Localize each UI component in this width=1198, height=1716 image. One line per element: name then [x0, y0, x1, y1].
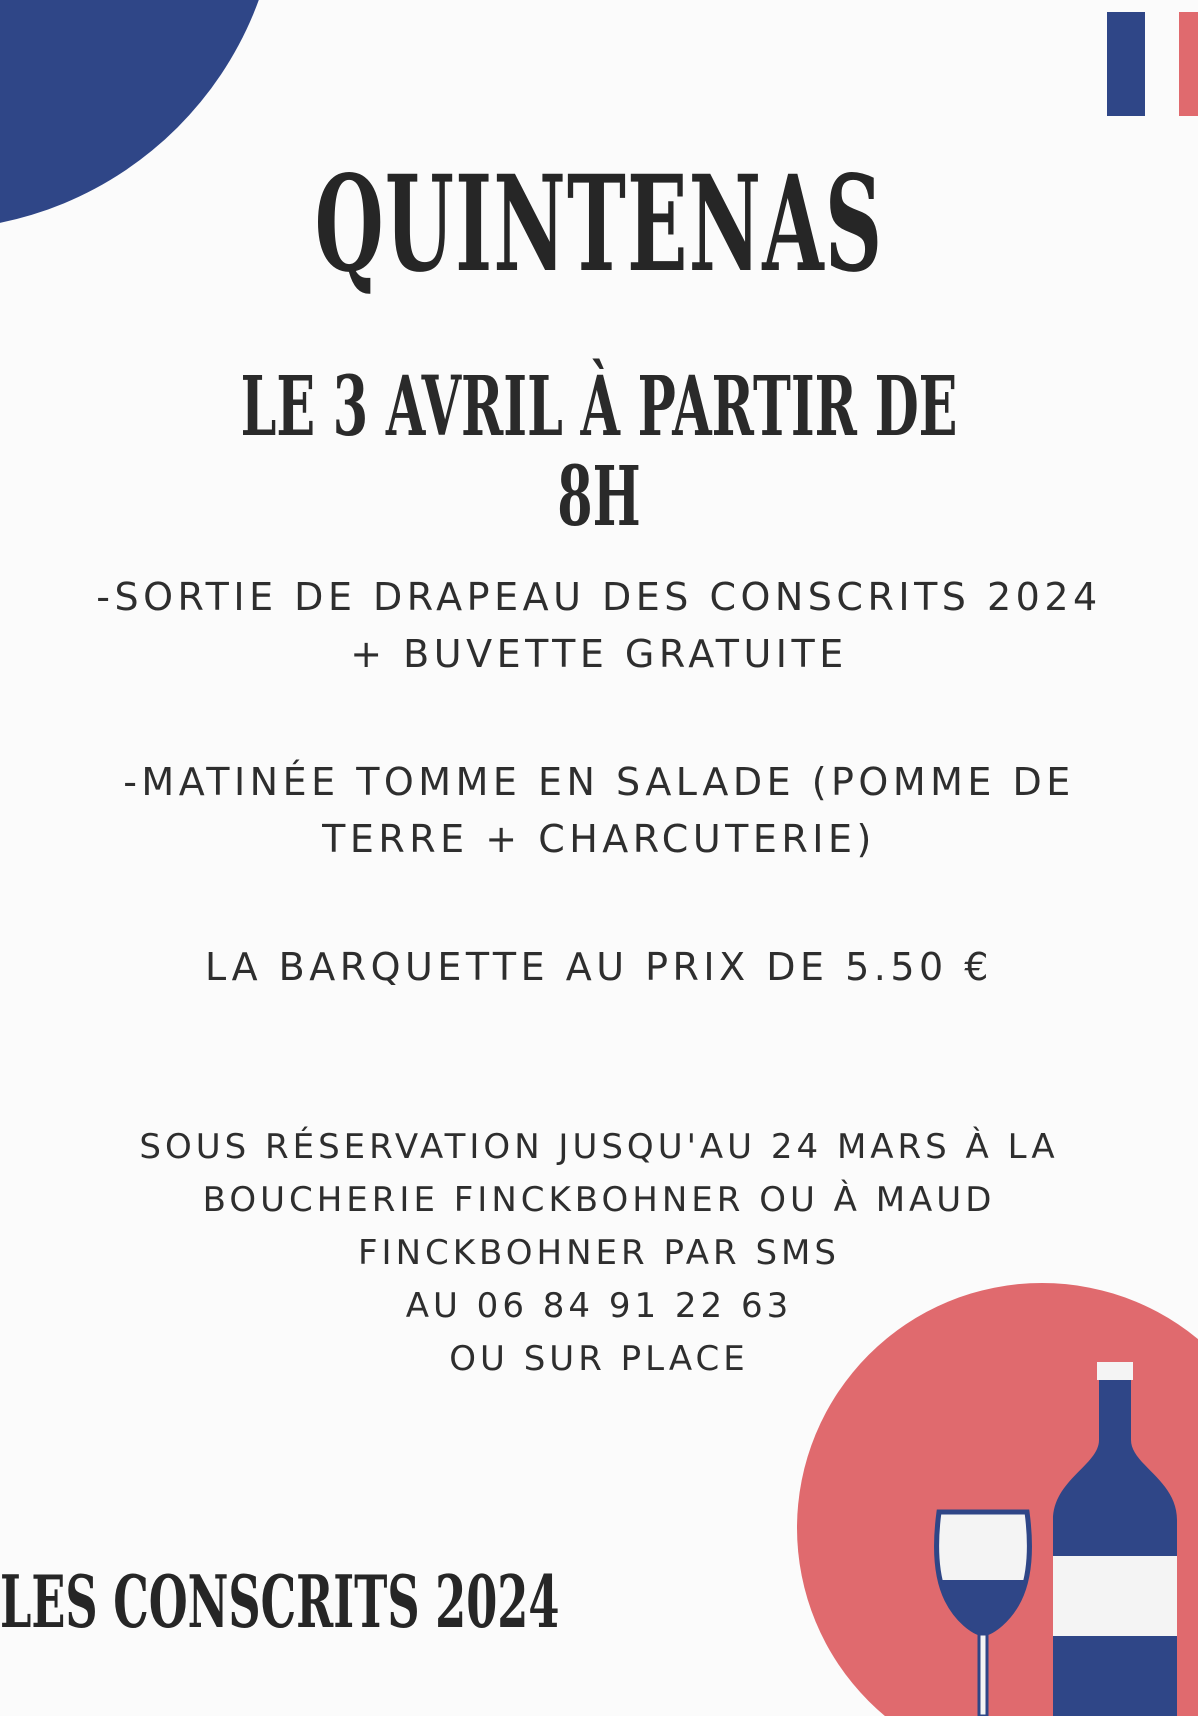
signature: LES CONSCRITS 2024: [0, 1559, 560, 1644]
reservation-line-1: SOUS RÉSERVATION JUSQU'AU 24 MARS À LA: [139, 1127, 1059, 1167]
flag-red-stripe: [1179, 12, 1198, 116]
reservation-line-2: BOUCHERIE FINCKBOHNER OU À MAUD: [202, 1180, 996, 1220]
event-2-line-1: -MATINÉE TOMME EN SALADE (POMME DE: [123, 760, 1075, 804]
wine-illustration: [797, 1280, 1198, 1716]
event-1-line-2: + BUVETTE GRATUITE: [350, 632, 848, 676]
reservation-line-5: OU SUR PLACE: [449, 1339, 749, 1379]
event-2-line-2: TERRE + CHARCUTERIE): [322, 817, 876, 861]
blue-corner-decoration: [0, 0, 280, 230]
flag-blue-stripe: [1107, 12, 1145, 116]
date-line: LE 3 AVRIL À PARTIR DE 8H: [240, 359, 958, 545]
reservation-phone: AU 06 84 91 22 63: [405, 1286, 793, 1326]
reservation-line-3: FINCKBOHNER PAR SMS: [358, 1233, 840, 1273]
flag-white-stripe: [1145, 12, 1179, 116]
price-line: LA BARQUETTE AU PRIX DE 5.50 €: [205, 945, 993, 989]
french-flag-icon: [1107, 12, 1198, 116]
town-title: QUINTENAS: [314, 147, 884, 302]
event-1-line-1: -SORTIE DE DRAPEAU DES CONSCRITS 2024: [96, 575, 1102, 619]
